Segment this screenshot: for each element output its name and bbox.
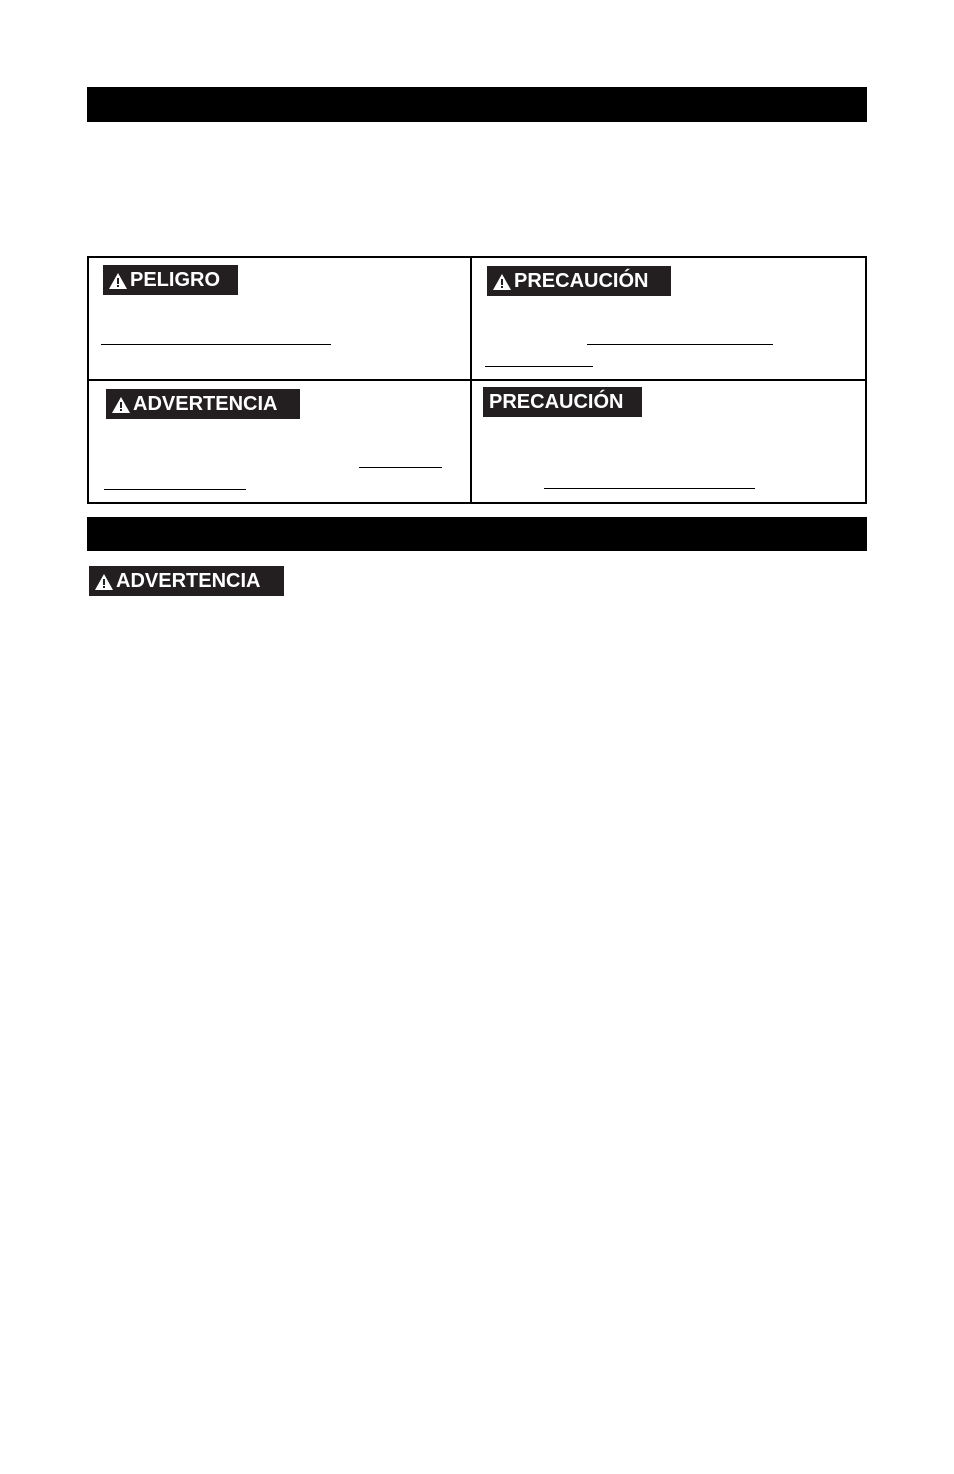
text-underline <box>104 489 246 490</box>
text-underline <box>101 344 331 345</box>
section-header-bar <box>87 87 867 122</box>
precaucion-symbol-label-text: PRECAUCIÓN <box>514 270 649 292</box>
advertencia-section-label <box>89 566 284 596</box>
warning-triangle-icon <box>112 397 130 413</box>
text-underline <box>587 344 773 345</box>
warning-triangle-icon <box>95 574 113 590</box>
warning-triangle-icon <box>109 273 127 289</box>
precaucion-plain-label-text: PRECAUCIÓN <box>489 391 624 413</box>
warning-triangle-icon <box>493 274 511 290</box>
advertencia-label <box>106 389 300 419</box>
advertencia-label-text: ADVERTENCIA <box>133 393 278 415</box>
precaucion-plain-label <box>483 387 642 417</box>
precaucion-symbol-label <box>487 266 671 296</box>
table-divider-horizontal <box>89 379 865 381</box>
text-underline <box>359 467 442 468</box>
text-underline <box>544 488 755 489</box>
text-underline <box>485 366 593 367</box>
advertencia-section-label-text: ADVERTENCIA <box>116 570 261 592</box>
peligro-label <box>103 265 238 295</box>
section-header-bar <box>87 517 867 551</box>
peligro-label-text: PELIGRO <box>130 269 221 291</box>
